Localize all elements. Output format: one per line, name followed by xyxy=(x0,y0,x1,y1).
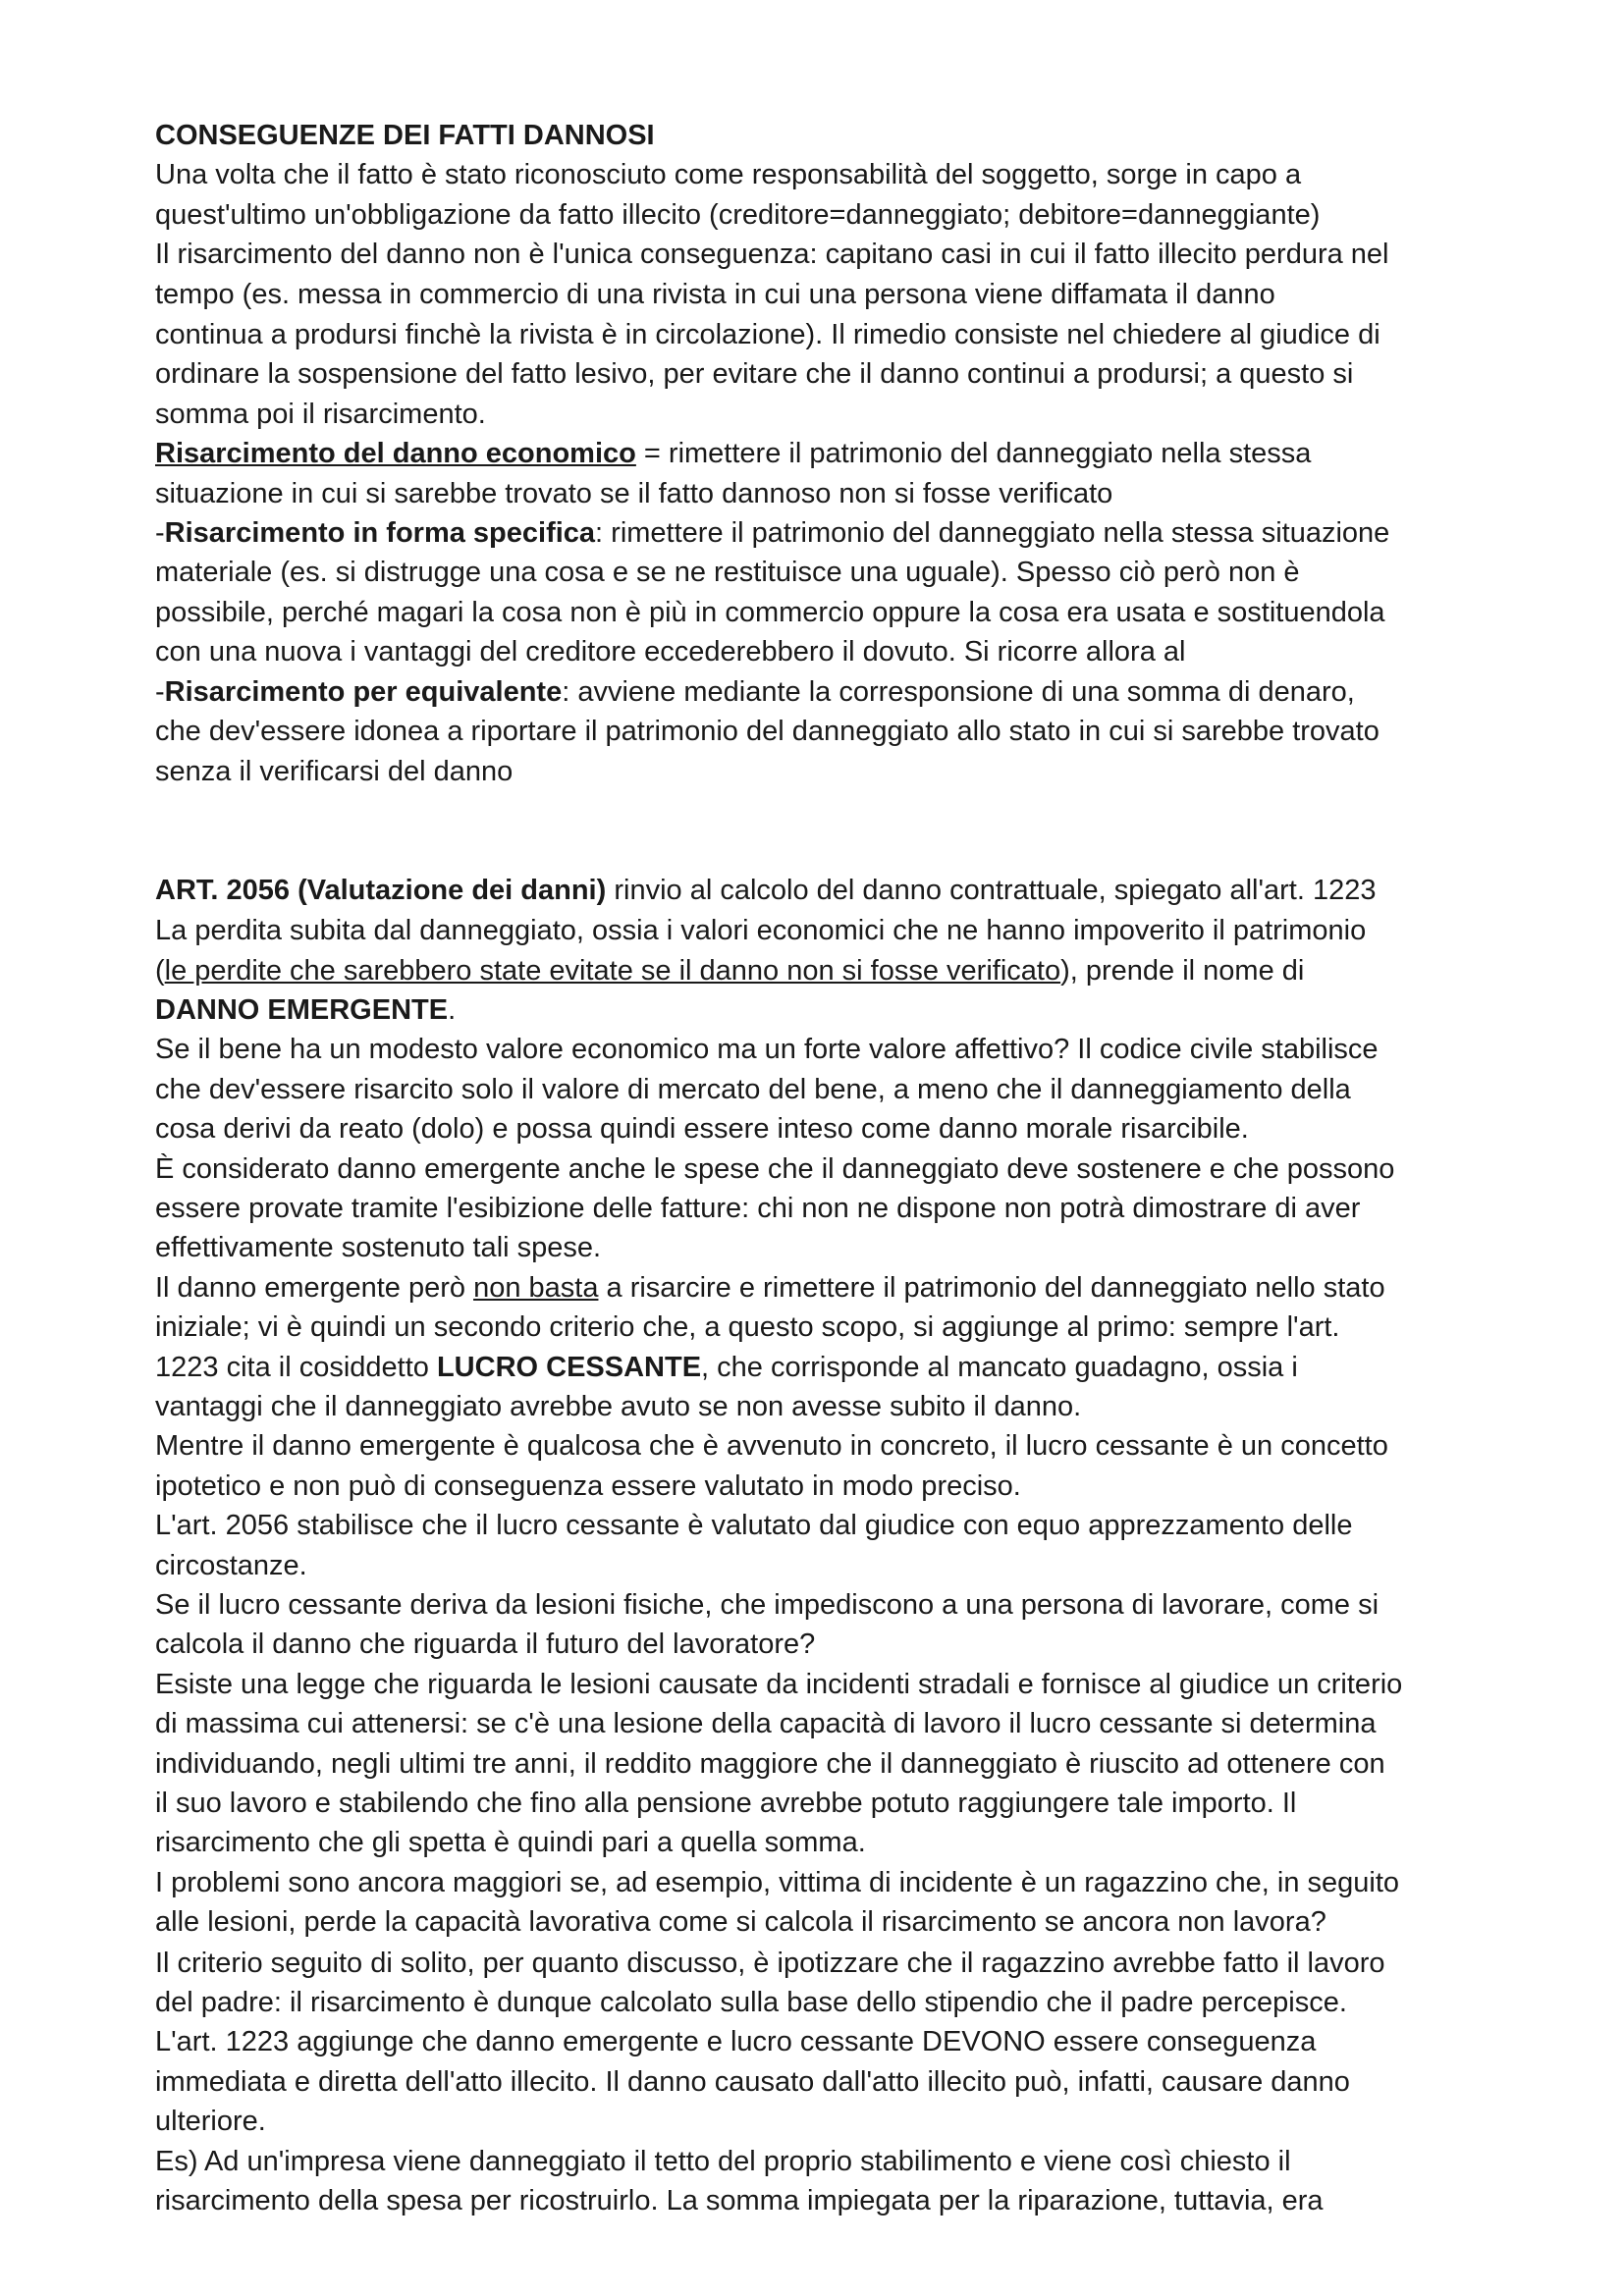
lucro-cessante-term: LUCRO CESSANTE xyxy=(436,1351,702,1383)
text-line: somma poi il risarcimento. xyxy=(155,398,486,430)
text-line: materiale (es. si distrugge una cosa e se ne restituisce una uguale). Spesso ciò però non è xyxy=(155,557,1300,589)
underlined-phrase: le perdite che sarebbero state evitate se il danno non si fosse verificato xyxy=(164,954,1061,987)
text-line: Se il bene ha un modesto valore economico ma un forte valore affettivo? Il codice civile stabilisce xyxy=(155,1034,1379,1066)
text-line: (le perdite che sarebbero state evitate se il danno non si fosse verificato), prende il nome di xyxy=(155,954,1305,987)
economic-damage-definition: Risarcimento del danno economico = rimettere il patrimonio del danneggiato nella stessa xyxy=(155,438,1312,470)
text-line: È considerato danno emergente anche le spese che il danneggiato deve sostenere e che possono xyxy=(155,1152,1395,1185)
text-line: ulteriore. xyxy=(155,2106,266,2138)
text-line: alle lesioni, perde la capacità lavorativa come si calcola il risarcimento se ancora non lavora? xyxy=(155,1906,1326,1939)
text-line: che dev'essere risarcito solo il valore di mercato del bene, a meno che il danneggiamento della xyxy=(155,1073,1351,1105)
text-line: calcola il danno che riguarda il futuro del lavoratore? xyxy=(155,1629,816,1661)
text-line: Il danno emergente però non basta a risarcire e rimettere il patrimonio del danneggiato nello stato xyxy=(155,1271,1385,1304)
specific-form-term: Risarcimento in forma specifica xyxy=(164,517,596,550)
text-line: possibile, perché magari la cosa non è più in commercio oppure la cosa era usata e sostituendola xyxy=(155,596,1385,628)
text-line: L'art. 1223 aggiunge che danno emergente e lucro cessante DEVONO essere conseguenza xyxy=(155,2026,1317,2058)
text-line: il suo lavoro e stabilendo che fino alla pensione avrebbe potuto raggiungere tale importo. Il xyxy=(155,1788,1297,1820)
text-line: vantaggi che il danneggiato avrebbe avuto se non avesse subito il danno. xyxy=(155,1390,1082,1422)
text-line: Se il lucro cessante deriva da lesioni fisiche, che impediscono a una persona di lavorare, come si xyxy=(155,1589,1380,1621)
text-line: Il risarcimento del danno non è l'unica conseguenza: capitano casi in cui il fatto illecito perdura nel xyxy=(155,239,1389,271)
text-line: ipotetico e non può di conseguenza essere valutato in modo preciso. xyxy=(155,1469,1021,1502)
text-line: Es) Ad un'impresa viene danneggiato il tetto del proprio stabilimento e viene così chiesto il xyxy=(155,2145,1291,2177)
text-line: continua a prodursi finchè la rivista è in circolazione). Il rimedio consiste nel chiedere al giudice di xyxy=(155,319,1380,351)
art-2056-heading: ART. 2056 (Valutazione dei danni) rinvio al calcolo del danno contrattuale, spiegato all'art. 1223 xyxy=(155,874,1377,906)
text-line: DANNO EMERGENTE. xyxy=(155,993,457,1026)
text-line: senza il verificarsi del danno xyxy=(155,755,514,787)
text-line: situazione in cui si sarebbe trovato se il fatto dannoso non si fosse verificato xyxy=(155,477,1113,509)
text-line: essere provate tramite l'esibizione delle fatture: chi non ne dispone non potrà dimostrare di aver xyxy=(155,1192,1361,1224)
equivalent-term: Risarcimento per equivalente xyxy=(164,675,563,708)
text-line: immediata e diretta dell'atto illecito. Il danno causato dall'atto illecito può, infatti, causare danno xyxy=(155,2065,1350,2098)
text-line: del padre: il risarcimento è dunque calcolato sulla base dello stipendio che il padre percepisce. xyxy=(155,1987,1347,2019)
document-page xyxy=(155,116,1530,2221)
text-line: ordinare la sospensione del fatto lesivo, per evitare che il danno continui a prodursi; a questo si xyxy=(155,358,1354,391)
text-line: Esiste una legge che riguarda le lesioni causate da incidenti stradali e fornisce al giudice un criterio xyxy=(155,1668,1403,1700)
text-line: L'art. 2056 stabilisce che il lucro cessante è valutato dal giudice con equo apprezzamento delle xyxy=(155,1510,1353,1542)
blank-line xyxy=(155,791,1530,830)
section-title: CONSEGUENZE DEI FATTI DANNOSI xyxy=(155,120,655,151)
danno-emergente-term: DANNO EMERGENTE xyxy=(155,993,449,1026)
text-line: che dev'essere idonea a riportare il patrimonio del danneggiato allo stato in cui si sarebbe trovato xyxy=(155,716,1380,748)
text-line: La perdita subita dal danneggiato, ossia i valori economici che ne hanno impoverito il patrimonio xyxy=(155,915,1367,947)
text-line: effettivamente sostenuto tali spese. xyxy=(155,1232,602,1264)
text-line: risarcimento della spesa per ricostruirlo. La somma impiegata per la riparazione, tuttavia, era xyxy=(155,2185,1324,2217)
text-line: quest'ultimo un'obbligazione da fatto illecito (creditore=danneggiato; debitore=danneggiante) xyxy=(155,198,1321,231)
text-line: Mentre il danno emergente è qualcosa che è avvenuto in concreto, il lucro cessante è un concetto xyxy=(155,1430,1388,1463)
text-line: Una volta che il fatto è stato riconosciuto come responsabilità del soggetto, sorge in capo a xyxy=(155,159,1302,191)
equivalent-definition: -Risarcimento per equivalente: avviene mediante la corresponsione di una somma di denaro, xyxy=(155,675,1355,708)
text-line: di massima cui attenersi: se c'è una lesione della capacità di lavoro il lucro cessante si determina xyxy=(155,1708,1377,1740)
underlined-phrase: non basta xyxy=(473,1271,599,1304)
text-line: Il criterio seguito di solito, per quanto discusso, è ipotizzare che il ragazzino avrebbe fatto il lavoro xyxy=(155,1947,1385,1979)
text-line: individuando, negli ultimi tre anni, il reddito maggiore che il danneggiato è riuscito ad ottenere con xyxy=(155,1747,1385,1780)
text-line: iniziale; vi è quindi un secondo criterio che, a questo scopo, si aggiunge al primo: sempre l'art. xyxy=(155,1311,1340,1344)
text-line: I problemi sono ancora maggiori se, ad esempio, vittima di incidente è un ragazzino che, in seguito xyxy=(155,1866,1400,1898)
text-line: con una nuova i vantaggi del creditore eccederebbero il dovuto. Si ricorre allora al xyxy=(155,636,1186,668)
economic-damage-term: Risarcimento del danno economico xyxy=(155,438,636,470)
text-line: circostanze. xyxy=(155,1549,307,1581)
text-line: risarcimento che gli spetta è quindi pari a quella somma. xyxy=(155,1827,866,1859)
specific-form-definition: -Risarcimento in forma specifica: rimettere il patrimonio del danneggiato nella stessa situazione xyxy=(155,517,1390,550)
text-line: 1223 cita il cosiddetto LUCRO CESSANTE, che corrisponde al mancato guadagno, ossia i xyxy=(155,1351,1298,1383)
text-line: tempo (es. messa in commercio di una rivista in cui una persona viene diffamata il danno xyxy=(155,278,1275,310)
text-line: cosa derivi da reato (dolo) e possa quindi essere inteso come danno morale risarcibile. xyxy=(155,1113,1249,1146)
blank-line xyxy=(155,830,1530,870)
